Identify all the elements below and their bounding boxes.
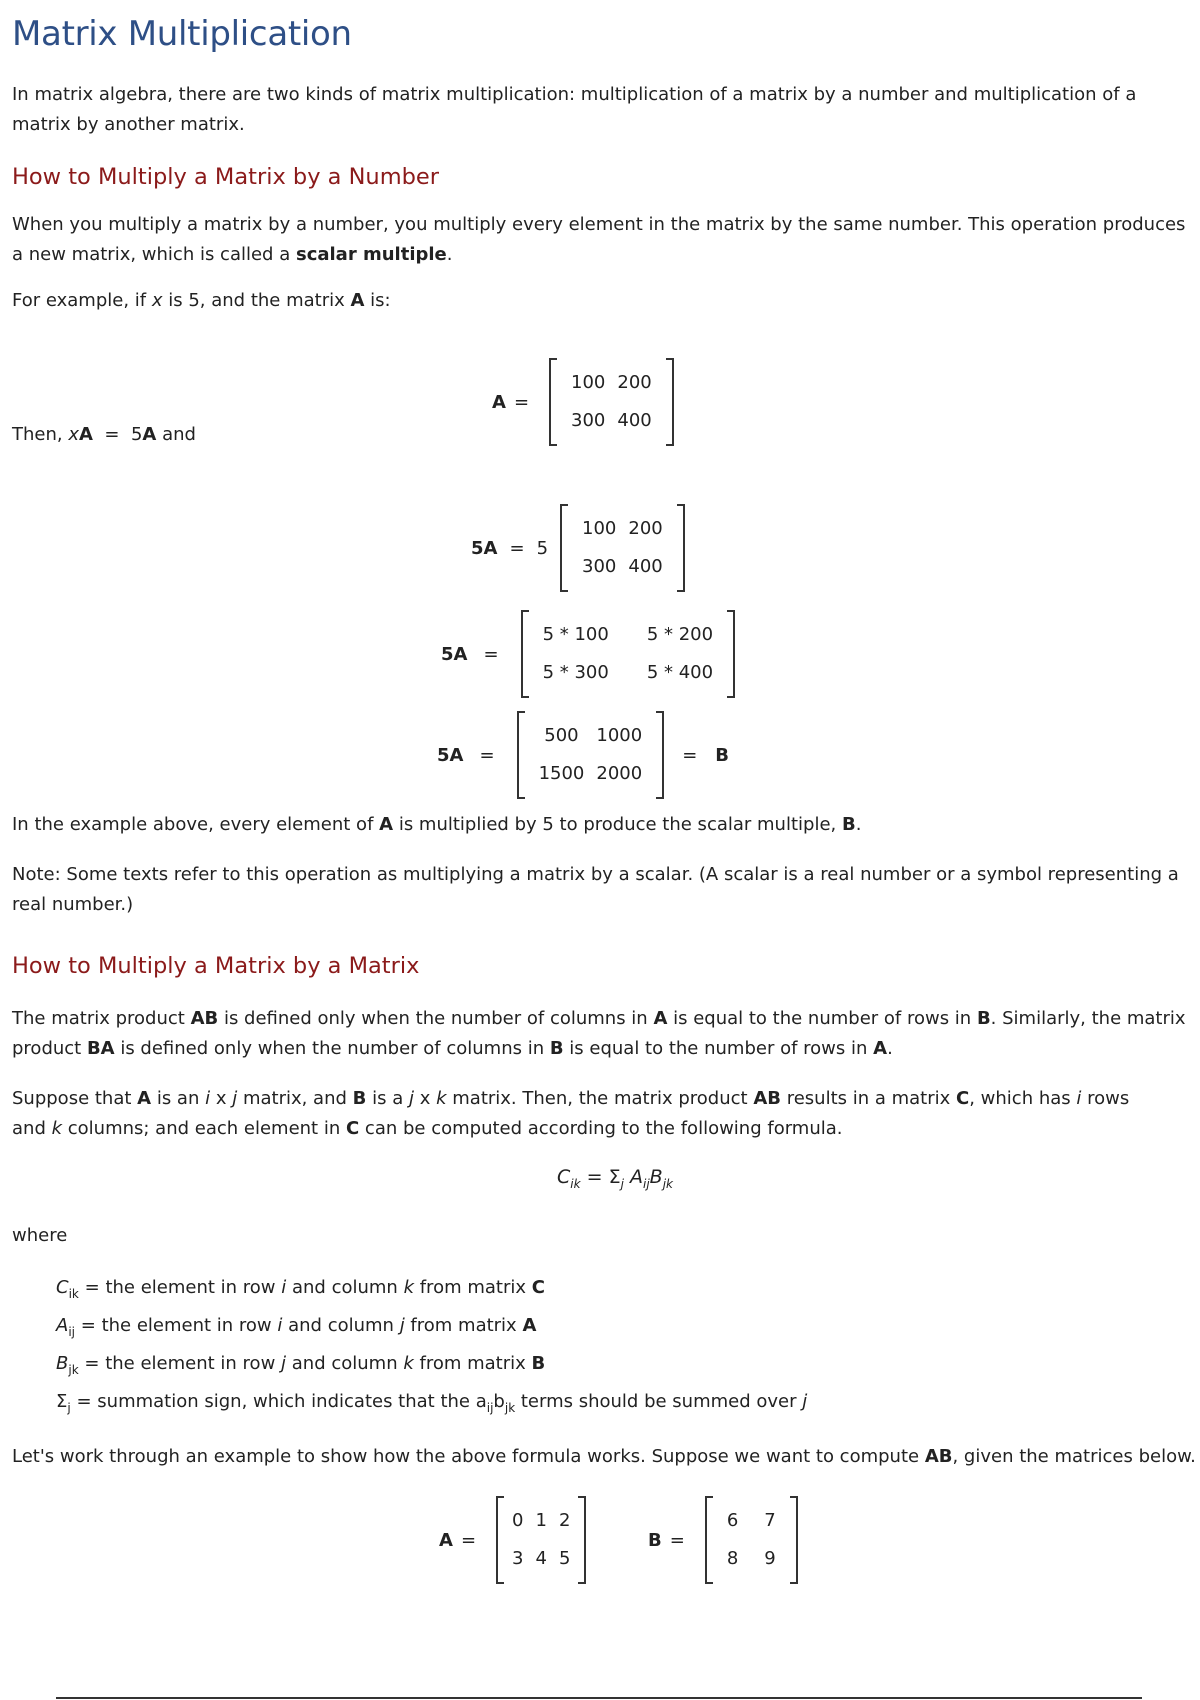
summary-b: is multiplied by 5 to produce the scalar multiple, — [398, 814, 837, 835]
summary-B: B — [841, 814, 856, 835]
def-symbol: A — [56, 1315, 69, 1336]
def-var: k — [403, 1353, 414, 1374]
scalar-definition-text: When you multiply a matrix by a number, you multiply every element in the matrix by the same number. This operation produces a new matrix, which is called a — [12, 214, 1186, 265]
example-intro-b: is 5, and the matrix — [168, 290, 345, 311]
dim-k: k — [436, 1088, 447, 1109]
matrix-cell: 100 — [582, 518, 617, 539]
pd-1: AB — [190, 1008, 219, 1029]
product-definition-paragraph — [12, 1004, 1192, 1064]
dim-l2b: columns; and each element in — [62, 1118, 346, 1139]
def-text: the element in row — [105, 1353, 282, 1374]
matrix-cell: 1000 — [596, 725, 643, 746]
example-A-label: A — [439, 1529, 453, 1551]
summary-c: . — [855, 814, 862, 835]
pd-9: B — [549, 1038, 564, 1059]
def-text: and column — [286, 1353, 404, 1374]
then-and: and — [162, 424, 196, 445]
matrix-cell: 2 — [558, 1510, 571, 1531]
step3-result: B — [715, 744, 730, 766]
def-matrix: C — [531, 1277, 545, 1298]
matrix-cell: 5 * 400 — [646, 662, 714, 683]
summary-A: A — [379, 814, 394, 835]
def-var: k — [403, 1277, 414, 1298]
dim-e: matrix. Then, the matrix product — [446, 1088, 754, 1109]
example-intro-c: is: — [370, 290, 391, 311]
def-equals: = — [84, 1277, 100, 1298]
dim-C: C — [956, 1088, 970, 1109]
pd-0: The matrix product — [12, 1008, 191, 1029]
ex-text-a: Let's work through an example to show how the above formula works. Suppose we want to compute — [12, 1446, 920, 1467]
def-symbol: B — [56, 1353, 69, 1374]
intro-paragraph: In matrix algebra, there are two kinds of matrix multiplication: multiplication of a matrix by a number and multiplication of a matrix by another matrix. — [12, 84, 1137, 135]
matrix-cell: 7 — [764, 1510, 776, 1531]
ex-text-b: , given the matrices below. — [952, 1446, 1196, 1467]
formula-C-sub: ik — [570, 1177, 581, 1191]
def-text: from matrix — [414, 1277, 532, 1298]
page-title: Matrix Multiplication — [12, 14, 352, 54]
pd-4: is equal to the number of rows in — [667, 1008, 977, 1029]
then-x: x — [68, 424, 79, 445]
pd-10: is equal to the number of rows in — [563, 1038, 874, 1059]
matrix-cell: 5 * 100 — [542, 624, 609, 645]
example-matrix-A-equation — [439, 1496, 586, 1584]
step1-equals: = — [509, 537, 525, 559]
pd-2: is defined only when the number of columns in — [218, 1008, 654, 1029]
step2-five: 5 — [441, 643, 454, 665]
scalar-step-1 — [471, 504, 685, 592]
scalar-definition-end: . — [446, 244, 453, 265]
dim-x2: x — [413, 1088, 437, 1109]
dim-C2: C — [345, 1118, 360, 1139]
step2-matrix — [521, 610, 736, 698]
then-equals: = — [104, 424, 120, 445]
example-paragraph — [12, 1442, 1196, 1472]
pd-6: . Similarly, the matrix product — [12, 1008, 1186, 1059]
matrix-cell: 5 * 300 — [542, 662, 609, 683]
def-var: i — [277, 1315, 283, 1336]
dimensions-line-1 — [12, 1084, 1192, 1114]
then-five: 5 — [130, 424, 143, 445]
then-text: Then, — [12, 424, 63, 445]
sum-symbol: Σ — [56, 1391, 68, 1412]
pd-3: A — [653, 1008, 668, 1029]
formula-sigma-sub: j — [620, 1177, 624, 1191]
sum-sub: j — [67, 1401, 71, 1415]
dim-A: A — [137, 1088, 152, 1109]
dim-j2: j — [408, 1088, 414, 1109]
matrix-cell: 4 — [535, 1548, 547, 1569]
matrix-cell: 1500 — [538, 763, 585, 784]
scalar-step-2 — [441, 610, 735, 698]
product-formula — [557, 1166, 674, 1191]
matrix-cell: 500 — [544, 725, 579, 746]
dim-j: j — [232, 1088, 238, 1109]
dim-g: , which has — [969, 1088, 1077, 1109]
sum-var: j — [802, 1391, 808, 1412]
formula-A: A — [630, 1166, 643, 1188]
example-A-equals: = — [460, 1529, 477, 1551]
dimensions-line-2 — [12, 1114, 1192, 1144]
example-matrix-A — [496, 1496, 586, 1584]
example-B-equals: = — [669, 1529, 685, 1551]
definition-row — [56, 1269, 807, 1307]
then-paragraph — [12, 420, 1192, 450]
matrix-cell: 8 — [726, 1548, 739, 1569]
ex-AB: AB — [924, 1446, 953, 1467]
definition-row-summation — [56, 1383, 807, 1421]
step3-matrix — [517, 711, 665, 799]
dim-i2: i — [1076, 1088, 1082, 1109]
matrix-cell: 5 * 200 — [646, 624, 714, 645]
matrix-cell: 2000 — [596, 763, 643, 784]
sum-text: summation sign, which indicates that the a — [97, 1391, 487, 1412]
dim-b: is an — [151, 1088, 206, 1109]
formula-B: B — [649, 1166, 663, 1188]
scalar-summary-paragraph — [12, 810, 1192, 840]
sum-text: terms should be summed over — [515, 1391, 803, 1412]
def-text: the element in row — [105, 1277, 282, 1298]
matrix-A-label: A — [492, 391, 506, 413]
def-sub: jk — [68, 1363, 79, 1377]
dim-i: i — [205, 1088, 211, 1109]
def-sub: ij — [68, 1325, 75, 1339]
dim-l2a: and — [12, 1118, 52, 1139]
formula-C: C — [557, 1166, 571, 1188]
matrix-cell: 3 — [512, 1548, 524, 1569]
def-matrix: B — [531, 1353, 546, 1374]
def-sub: ik — [68, 1287, 79, 1301]
example-intro-paragraph — [12, 286, 1192, 316]
matrix-cell: 5 — [558, 1548, 571, 1569]
then-A2: A — [142, 424, 157, 445]
step1-label: A — [483, 537, 498, 559]
def-var: j — [399, 1315, 405, 1336]
formula-equals: = — [586, 1166, 603, 1188]
step1-scalar: 5 — [536, 537, 549, 559]
pd-12: . — [887, 1038, 893, 1059]
def-text: the element in row — [101, 1315, 278, 1336]
matrix-cell: 6 — [726, 1510, 739, 1531]
sum-sub-ij: ij — [486, 1401, 494, 1415]
pd-11: A — [873, 1038, 888, 1059]
matrix-cell: 400 — [617, 410, 652, 431]
step2-equals: = — [483, 643, 499, 665]
step1-five: 5 — [471, 537, 484, 559]
note-paragraph: Note: Some texts refer to this operation as multiplying a matrix by a scalar. (A scalar is a real number or a symbol representing a real number.) — [12, 864, 1179, 915]
dim-k2: k — [51, 1118, 63, 1139]
formula-B-sub: jk — [662, 1177, 674, 1191]
scalar-definition-paragraph — [12, 210, 1192, 270]
def-var: j — [281, 1353, 287, 1374]
def-matrix: A — [522, 1315, 537, 1336]
then-A: A — [79, 424, 93, 445]
dim-d: is a — [366, 1088, 409, 1109]
formula-definitions — [56, 1269, 807, 1421]
matrix-cell: 300 — [571, 410, 606, 431]
scalar-step-3 — [437, 711, 729, 799]
sum-sub-jk: jk — [504, 1401, 516, 1415]
def-symbol: C — [56, 1277, 69, 1298]
def-text: from matrix — [413, 1353, 532, 1374]
step3-label: A — [449, 744, 464, 766]
pd-7: BA — [86, 1038, 115, 1059]
def-text: from matrix — [404, 1315, 523, 1336]
step2-label: A — [453, 643, 468, 665]
section-heading-matrix: How to Multiply a Matrix by a Matrix — [12, 953, 420, 979]
def-equals: = — [84, 1353, 100, 1374]
def-text: and column — [286, 1277, 404, 1298]
step3-equals: = — [479, 744, 495, 766]
example-intro-A: A — [350, 290, 365, 311]
matrix-cell: 300 — [582, 556, 617, 577]
matrix-cell: 100 — [571, 372, 606, 393]
matrix-cell: 1 — [535, 1510, 547, 1531]
definition-row — [56, 1307, 807, 1345]
where-label: where — [12, 1225, 68, 1246]
example-matrix-B — [705, 1496, 798, 1584]
step3-five: 5 — [437, 744, 450, 766]
dim-f: results in a matrix — [780, 1088, 957, 1109]
formula-sigma: Σ — [608, 1166, 621, 1188]
matrix-A-equals: = — [513, 391, 530, 413]
def-equals: = — [80, 1315, 96, 1336]
definition-row — [56, 1345, 807, 1383]
matrix-cell: 400 — [628, 556, 663, 577]
pd-5: B — [976, 1008, 991, 1029]
sum-text: b — [493, 1391, 505, 1412]
dim-l2c: can be computed according to the following formula. — [359, 1118, 843, 1139]
example-intro-x: x — [151, 290, 163, 311]
dim-a: Suppose that — [12, 1088, 138, 1109]
step1-matrix — [560, 504, 685, 592]
formula-A-sub: ij — [643, 1177, 650, 1191]
example-B-label: B — [648, 1529, 662, 1551]
step3-equals-2: = — [682, 744, 698, 766]
def-var: i — [281, 1277, 287, 1298]
section-heading-scalar: How to Multiply a Matrix by a Number — [12, 164, 439, 190]
bottom-divider — [56, 1697, 1142, 1699]
dim-AB: AB — [753, 1088, 781, 1109]
dimensions-paragraph — [12, 1084, 1192, 1144]
example-matrix-B-equation — [648, 1496, 798, 1584]
matrix-cell: 200 — [617, 372, 652, 393]
matrix-cell: 9 — [764, 1548, 776, 1569]
example-intro-a: For example, if — [12, 290, 147, 311]
dim-h: rows — [1081, 1088, 1130, 1109]
matrix-cell: 0 — [512, 1510, 524, 1531]
dim-c: matrix, and — [237, 1088, 353, 1109]
def-text: and column — [282, 1315, 400, 1336]
matrix-cell: 200 — [628, 518, 663, 539]
scalar-multiple-term: scalar multiple — [295, 244, 447, 265]
pd-8: is defined only when the number of columns in — [114, 1038, 550, 1059]
summary-a: In the example above, every element of — [12, 814, 374, 835]
sum-equals: = — [76, 1391, 92, 1412]
dim-x1: x — [210, 1088, 233, 1109]
dim-B: B — [352, 1088, 367, 1109]
